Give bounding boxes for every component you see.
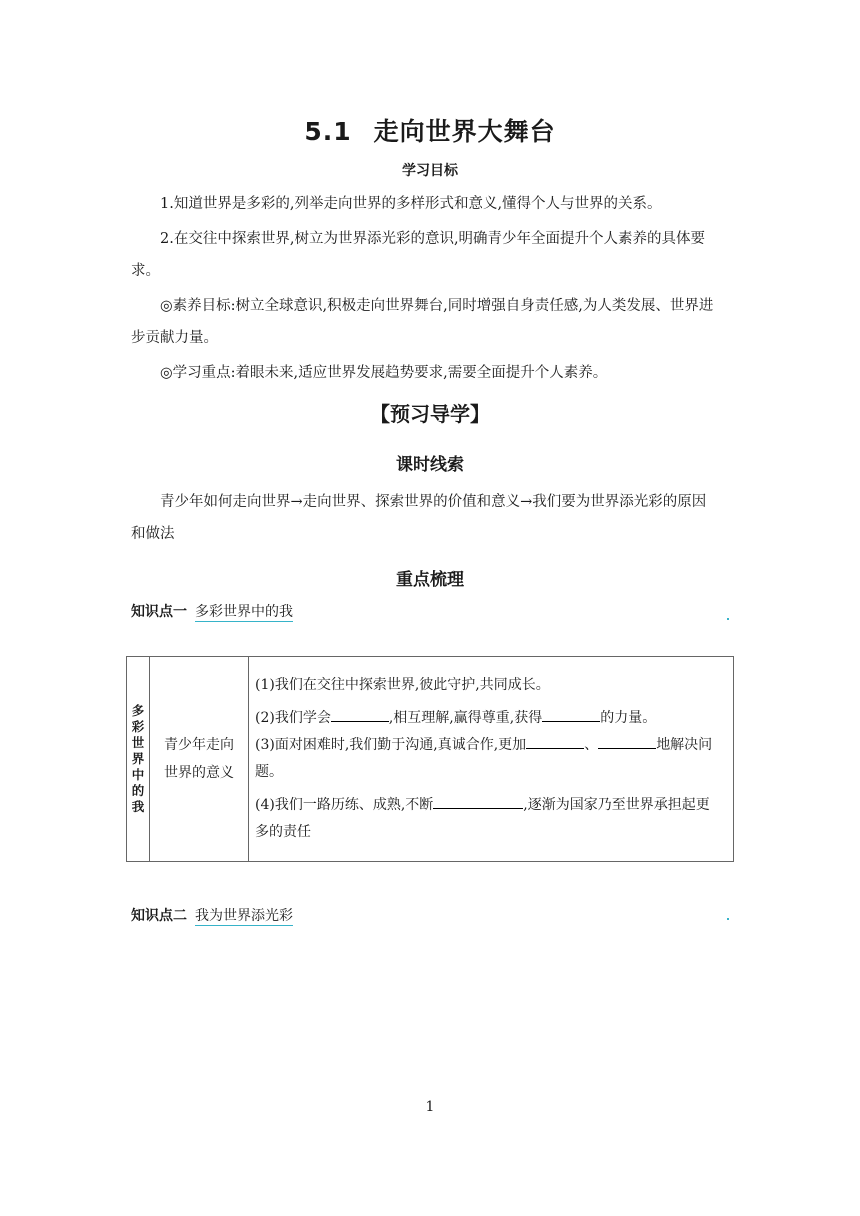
- margin-dot: [727, 618, 729, 620]
- preview-heading: 【预习导学】: [370, 402, 490, 426]
- row-3: (3)面对困难时,我们勤于沟通,真诚合作,更加 、 地解决问: [255, 732, 727, 759]
- objective-2: 2.在交往中探索世界,树立为世界添光彩的意识,明确青少年全面提升个人素养的具体要: [160, 231, 706, 247]
- clue-heading: 课时线索: [396, 455, 464, 475]
- row-2: (2)我们学会 ,相互理解,赢得尊重,获得 的力量。: [255, 705, 727, 732]
- objective-2-cont: 求。: [131, 263, 160, 279]
- fill-blank[interactable]: [331, 707, 389, 722]
- section-title: 走向世界大舞台: [373, 117, 556, 146]
- page-title: [0, 112, 860, 148]
- table-side-label: 多 彩 世 界 中 的 我: [127, 657, 150, 862]
- page-number: 1: [425, 1099, 435, 1115]
- fill-blank[interactable]: [542, 707, 600, 722]
- margin-dot: [727, 918, 729, 920]
- literacy-goal-cont: 步贡献力量。: [131, 330, 218, 346]
- review-heading: 重点梳理: [396, 570, 464, 590]
- fill-blank[interactable]: [598, 734, 656, 749]
- objectives-heading: 学习目标: [402, 163, 458, 179]
- table-middle-label: 青少年走向 世界的意义: [150, 657, 249, 862]
- section-number: 5.1: [304, 117, 352, 146]
- fill-blank[interactable]: [433, 794, 523, 809]
- knowledge-table: [126, 656, 734, 862]
- table-content: [249, 657, 734, 862]
- knowledge-point-2: 知识点二 我为世界添光彩: [131, 908, 293, 924]
- row-4-cont: 多的责任: [255, 824, 311, 840]
- clue-text-cont: 和做法: [131, 526, 175, 542]
- row-3-cont: 题。: [255, 764, 283, 780]
- clue-text: 青少年如何走向世界→走向世界、探索世界的价值和意义→我们要为世界添光彩的原因: [160, 494, 707, 510]
- row-1: (1)我们在交往中探索世界,彼此守护,共同成长。: [255, 677, 550, 693]
- objective-1: 1.知道世界是多彩的,列举走向世界的多样形式和意义,懂得个人与世界的关系。: [160, 196, 662, 212]
- row-4: (4)我们一路历练、成熟,不断 ,逐渐为国家乃至世界承担起更: [255, 792, 727, 819]
- knowledge-point-1: 知识点一 多彩世界中的我: [131, 604, 293, 620]
- fill-blank[interactable]: [526, 734, 584, 749]
- learning-focus: ◎学习重点:着眼未来,适应世界发展趋势要求,需要全面提升个人素养。: [160, 365, 608, 381]
- literacy-goal: ◎素养目标:树立全球意识,积极走向世界舞台,同时增强自身责任感,为人类发展、世界进: [160, 298, 714, 314]
